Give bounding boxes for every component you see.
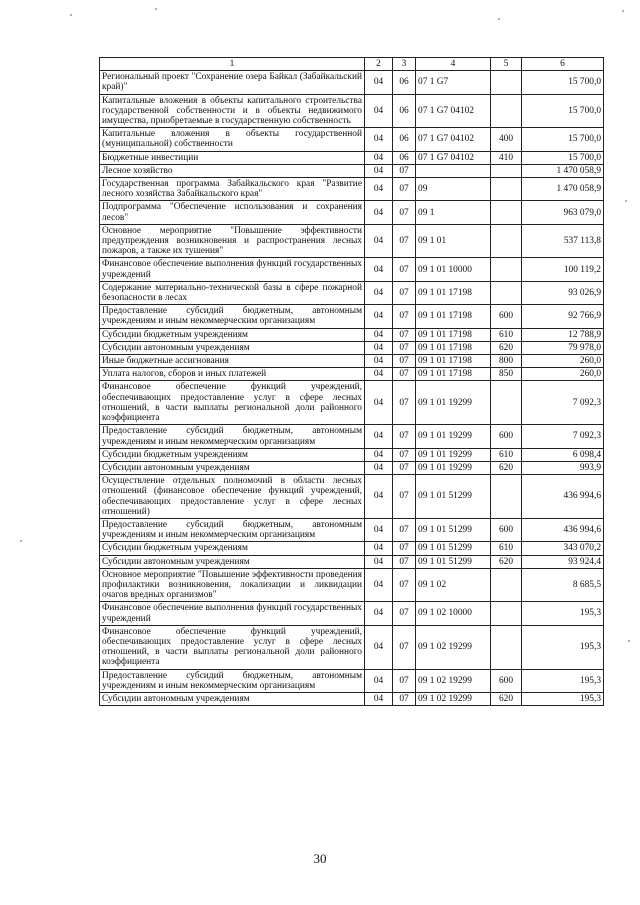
row-target-article-cell: 09 1 01 17198: [416, 281, 491, 304]
row-expense-type-cell: 610: [491, 542, 522, 555]
row-amount-cell: 963 079,0: [522, 201, 604, 224]
row-section-cell: 04: [365, 305, 393, 328]
table-row: [100, 568, 604, 602]
row-amount-cell: 93 924,4: [522, 555, 604, 568]
row-section-cell: 04: [365, 178, 393, 201]
row-expense-type-cell: [491, 475, 522, 519]
row-amount-cell: 260,0: [522, 355, 604, 368]
row-name-cell: Уплата налогов, сборов и иных платежей: [100, 368, 365, 381]
table-row: [100, 669, 604, 692]
row-target-article-cell: 09 1 01 51299: [416, 555, 491, 568]
row-subsection-cell: 07: [393, 178, 416, 201]
row-section-cell: 04: [365, 258, 393, 281]
row-amount-cell: 6 098,4: [522, 448, 604, 461]
row-expense-type-cell: [491, 201, 522, 224]
row-expense-type-cell: [491, 178, 522, 201]
row-expense-type-cell: [491, 94, 522, 128]
row-name-cell: Предоставление субсидий бюджетным, автономным учреждениям и иным некоммерческим организациям: [100, 669, 365, 692]
row-expense-type-cell: [491, 381, 522, 425]
row-section-cell: 04: [365, 461, 393, 474]
header-cell: 4: [416, 58, 491, 71]
row-expense-type-cell: 620: [491, 555, 522, 568]
row-amount-cell: 260,0: [522, 368, 604, 381]
row-amount-cell: 100 119,2: [522, 258, 604, 281]
header-cell: 5: [491, 58, 522, 71]
row-expense-type-cell: 610: [491, 328, 522, 341]
row-subsection-cell: 07: [393, 542, 416, 555]
row-target-article-cell: 09: [416, 178, 491, 201]
row-section-cell: 04: [365, 381, 393, 425]
row-amount-cell: 436 994,6: [522, 475, 604, 519]
row-section-cell: 04: [365, 669, 393, 692]
table-row: [100, 151, 604, 164]
table-header-row: [100, 58, 604, 71]
row-target-article-cell: 07 1 G7 04102: [416, 151, 491, 164]
table-row: [100, 281, 604, 304]
row-expense-type-cell: 600: [491, 669, 522, 692]
row-name-cell: Субсидии автономным учреждениям: [100, 692, 365, 705]
row-section-cell: 04: [365, 448, 393, 461]
row-expense-type-cell: 620: [491, 692, 522, 705]
row-target-article-cell: 09 1 01 10000: [416, 258, 491, 281]
header-cell: 1: [100, 58, 365, 71]
row-subsection-cell: 07: [393, 461, 416, 474]
row-subsection-cell: 07: [393, 258, 416, 281]
row-target-article-cell: 09 1 02 19299: [416, 625, 491, 669]
row-target-article-cell: 09 1 01 19299: [416, 381, 491, 425]
row-expense-type-cell: [491, 568, 522, 602]
row-expense-type-cell: 600: [491, 425, 522, 448]
row-subsection-cell: 07: [393, 355, 416, 368]
row-subsection-cell: 07: [393, 518, 416, 541]
row-name-cell: Осуществление отдельных полномочий в области лесных отношений (финансовое обеспечение функций учреждений, обеспечивающих предоставление услуг в сфере лесных отношений): [100, 475, 365, 519]
row-subsection-cell: 06: [393, 94, 416, 128]
row-amount-cell: 343 070,2: [522, 542, 604, 555]
header-cell: 6: [522, 58, 604, 71]
row-subsection-cell: 07: [393, 164, 416, 177]
row-expense-type-cell: [491, 224, 522, 258]
table-row: [100, 94, 604, 128]
row-section-cell: 04: [365, 128, 393, 151]
row-subsection-cell: 07: [393, 692, 416, 705]
row-section-cell: 04: [365, 151, 393, 164]
page-number: 30: [313, 851, 327, 866]
row-amount-cell: 12 788,9: [522, 328, 604, 341]
table-row: [100, 602, 604, 625]
row-section-cell: 04: [365, 555, 393, 568]
row-amount-cell: 195,3: [522, 669, 604, 692]
row-section-cell: 04: [365, 341, 393, 354]
row-expense-type-cell: 600: [491, 518, 522, 541]
row-amount-cell: 195,3: [522, 692, 604, 705]
row-target-article-cell: 07 1 G7: [416, 71, 491, 94]
row-name-cell: Финансовое обеспечение функций учреждений, обеспечивающих предоставление услуг в сфере лесных отношений, в части выплаты региональной доли районного коэффициента: [100, 381, 365, 425]
row-subsection-cell: 06: [393, 71, 416, 94]
row-amount-cell: 8 685,5: [522, 568, 604, 602]
table-row: [100, 128, 604, 151]
row-amount-cell: 195,3: [522, 625, 604, 669]
table-row: [100, 475, 604, 519]
row-subsection-cell: 06: [393, 151, 416, 164]
row-target-article-cell: 09 1 01 51299: [416, 475, 491, 519]
row-amount-cell: 7 092,3: [522, 425, 604, 448]
row-target-article-cell: 09 1 01 19299: [416, 448, 491, 461]
table-row: [100, 71, 604, 94]
row-name-cell: Субсидии бюджетным учреждениям: [100, 542, 365, 555]
row-target-article-cell: [416, 164, 491, 177]
row-section-cell: 04: [365, 475, 393, 519]
table-row: [100, 425, 604, 448]
row-subsection-cell: 06: [393, 128, 416, 151]
table-row: [100, 164, 604, 177]
budget-table: [99, 57, 604, 706]
row-amount-cell: 1 470 058,9: [522, 164, 604, 177]
row-section-cell: 04: [365, 425, 393, 448]
row-name-cell: Содержание материально-технической базы в сфере пожарной безопасности в лесах: [100, 281, 365, 304]
row-section-cell: 04: [365, 71, 393, 94]
row-subsection-cell: 07: [393, 368, 416, 381]
row-section-cell: 04: [365, 542, 393, 555]
row-name-cell: Субсидии бюджетным учреждениям: [100, 448, 365, 461]
row-section-cell: 04: [365, 602, 393, 625]
row-amount-cell: 1 470 058,9: [522, 178, 604, 201]
row-target-article-cell: 09 1 02 19299: [416, 692, 491, 705]
row-section-cell: 04: [365, 625, 393, 669]
table-row: [100, 692, 604, 705]
row-name-cell: Субсидии бюджетным учреждениям: [100, 328, 365, 341]
table-row: [100, 555, 604, 568]
row-subsection-cell: 07: [393, 224, 416, 258]
row-amount-cell: 195,3: [522, 602, 604, 625]
row-expense-type-cell: [491, 258, 522, 281]
row-expense-type-cell: 620: [491, 461, 522, 474]
table-row: [100, 368, 604, 381]
row-section-cell: 04: [365, 368, 393, 381]
row-name-cell: Региональный проект "Сохранение озера Байкал (Забайкальский край)": [100, 71, 365, 94]
row-subsection-cell: 07: [393, 425, 416, 448]
row-amount-cell: 15 700,0: [522, 94, 604, 128]
row-name-cell: Капитальные вложения в объекты капитального строительства государственной собственности и в объекты недвижимого имущества, приобретаемые в государственную собственность: [100, 94, 365, 128]
row-target-article-cell: 09 1 01 17198: [416, 368, 491, 381]
row-subsection-cell: 07: [393, 602, 416, 625]
row-expense-type-cell: [491, 164, 522, 177]
row-expense-type-cell: 850: [491, 368, 522, 381]
row-subsection-cell: 07: [393, 568, 416, 602]
row-section-cell: 04: [365, 224, 393, 258]
row-expense-type-cell: [491, 625, 522, 669]
row-subsection-cell: 07: [393, 328, 416, 341]
row-expense-type-cell: 620: [491, 341, 522, 354]
row-target-article-cell: 09 1 02 10000: [416, 602, 491, 625]
row-target-article-cell: 09 1 01 19299: [416, 461, 491, 474]
row-section-cell: 04: [365, 201, 393, 224]
row-name-cell: Основное мероприятие "Повышение эффективности предупреждения возникновения и распространения лесных пожаров, а также их тушения": [100, 224, 365, 258]
row-amount-cell: 15 700,0: [522, 128, 604, 151]
row-amount-cell: 79 978,0: [522, 341, 604, 354]
row-subsection-cell: 07: [393, 305, 416, 328]
row-expense-type-cell: 410: [491, 151, 522, 164]
row-subsection-cell: 07: [393, 341, 416, 354]
row-target-article-cell: 09 1 01 17198: [416, 355, 491, 368]
row-section-cell: 04: [365, 518, 393, 541]
row-expense-type-cell: 600: [491, 305, 522, 328]
row-section-cell: 04: [365, 94, 393, 128]
row-expense-type-cell: [491, 281, 522, 304]
row-name-cell: Основное мероприятие "Повышение эффективности проведения профилактики возникновения, локализации и ликвидации очагов вредных организмов": [100, 568, 365, 602]
row-target-article-cell: 09 1 01 51299: [416, 518, 491, 541]
table-row: [100, 381, 604, 425]
row-target-article-cell: 07 1 G7 04102: [416, 128, 491, 151]
table-row: [100, 258, 604, 281]
row-name-cell: Финансовое обеспечение выполнения функций государственных учреждений: [100, 258, 365, 281]
row-name-cell: Субсидии автономным учреждениям: [100, 555, 365, 568]
row-name-cell: Государственная программа Забайкальского края "Развитие лесного хозяйства Забайкальского края": [100, 178, 365, 201]
table-row: [100, 542, 604, 555]
row-target-article-cell: 09 1 01: [416, 224, 491, 258]
row-subsection-cell: 07: [393, 475, 416, 519]
row-target-article-cell: 09 1 01 19299: [416, 425, 491, 448]
row-section-cell: 04: [365, 281, 393, 304]
row-target-article-cell: 09 1 01 17198: [416, 341, 491, 354]
row-section-cell: 04: [365, 355, 393, 368]
row-target-article-cell: 09 1 01 51299: [416, 542, 491, 555]
row-name-cell: Лесное хозяйство: [100, 164, 365, 177]
row-section-cell: 04: [365, 164, 393, 177]
row-expense-type-cell: 800: [491, 355, 522, 368]
row-section-cell: 04: [365, 568, 393, 602]
row-amount-cell: 436 994,6: [522, 518, 604, 541]
row-amount-cell: 7 092,3: [522, 381, 604, 425]
row-name-cell: Подпрограмма "Обеспечение использования и сохранения лесов": [100, 201, 365, 224]
row-amount-cell: 15 700,0: [522, 71, 604, 94]
table-row: [100, 224, 604, 258]
row-name-cell: Субсидии автономным учреждениям: [100, 461, 365, 474]
row-expense-type-cell: [491, 602, 522, 625]
row-target-article-cell: 09 1 01 17198: [416, 328, 491, 341]
row-name-cell: Предоставление субсидий бюджетным, автономным учреждениям и иным некоммерческим организациям: [100, 518, 365, 541]
row-expense-type-cell: [491, 71, 522, 94]
row-amount-cell: 93 026,9: [522, 281, 604, 304]
header-cell: 3: [393, 58, 416, 71]
row-amount-cell: 537 113,8: [522, 224, 604, 258]
table-row: [100, 201, 604, 224]
row-expense-type-cell: 610: [491, 448, 522, 461]
row-subsection-cell: 07: [393, 625, 416, 669]
table-row: [100, 625, 604, 669]
table-row: [100, 461, 604, 474]
row-amount-cell: 15 700,0: [522, 151, 604, 164]
row-subsection-cell: 07: [393, 448, 416, 461]
table-row: [100, 341, 604, 354]
row-name-cell: Предоставление субсидий бюджетным, автономным учреждениям и иным некоммерческим организациям: [100, 305, 365, 328]
row-name-cell: Субсидии автономным учреждениям: [100, 341, 365, 354]
row-name-cell: Капитальные вложения в объекты государственной (муниципальной) собственности: [100, 128, 365, 151]
row-target-article-cell: 09 1 02 19299: [416, 669, 491, 692]
row-name-cell: Финансовое обеспечение выполнения функций государственных учреждений: [100, 602, 365, 625]
row-section-cell: 04: [365, 328, 393, 341]
row-subsection-cell: 07: [393, 381, 416, 425]
row-name-cell: Бюджетные инвестиции: [100, 151, 365, 164]
row-section-cell: 04: [365, 692, 393, 705]
table-row: [100, 448, 604, 461]
row-target-article-cell: 09 1: [416, 201, 491, 224]
row-target-article-cell: 09 1 01 17198: [416, 305, 491, 328]
row-name-cell: Иные бюджетные ассигнования: [100, 355, 365, 368]
row-subsection-cell: 07: [393, 555, 416, 568]
row-name-cell: Финансовое обеспечение функций учреждений, обеспечивающих предоставление услуг в сфере лесных отношений, в части выплаты региональной доли районного коэффициента: [100, 625, 365, 669]
table-row: [100, 355, 604, 368]
table-row: [100, 178, 604, 201]
row-target-article-cell: 07 1 G7 04102: [416, 94, 491, 128]
table-row: [100, 518, 604, 541]
row-name-cell: Предоставление субсидий бюджетным, автономным учреждениям и иным некоммерческим организациям: [100, 425, 365, 448]
row-subsection-cell: 07: [393, 669, 416, 692]
row-expense-type-cell: 400: [491, 128, 522, 151]
row-subsection-cell: 07: [393, 201, 416, 224]
header-cell: 2: [365, 58, 393, 71]
row-amount-cell: 993,9: [522, 461, 604, 474]
table-row: [100, 305, 604, 328]
row-amount-cell: 92 766,9: [522, 305, 604, 328]
row-target-article-cell: 09 1 02: [416, 568, 491, 602]
table-row: [100, 328, 604, 341]
row-subsection-cell: 07: [393, 281, 416, 304]
